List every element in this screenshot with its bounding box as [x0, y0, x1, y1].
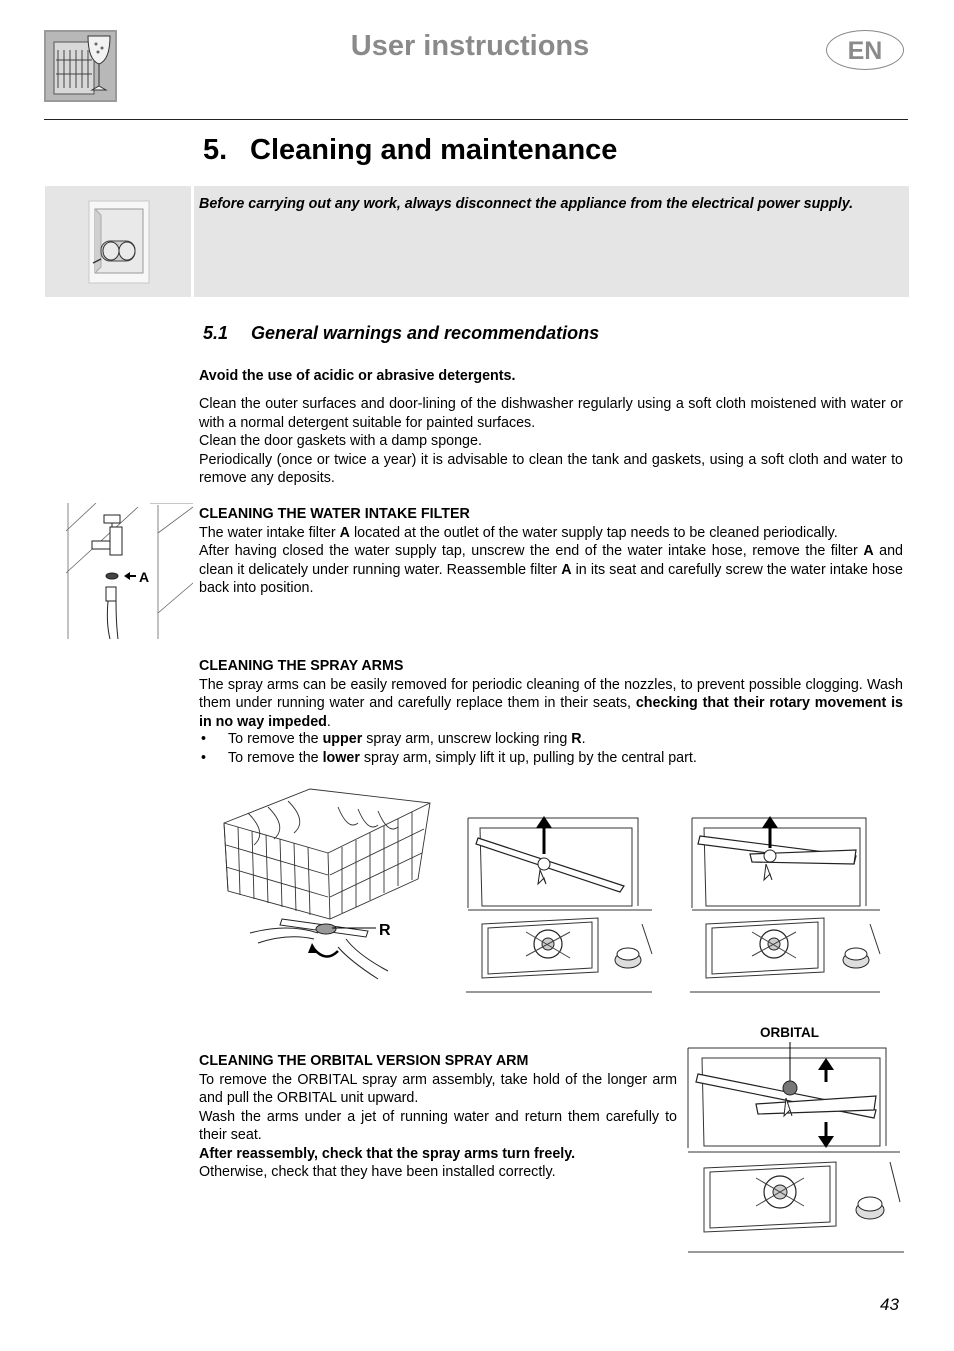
spray-arms-p1-b: checking that their rotary movement is in no way impeded: [199, 695, 903, 730]
bullet-1-d: R: [571, 731, 582, 747]
spray-arms-paragraph: [199, 676, 903, 732]
subsection-title: [203, 323, 599, 344]
spray-arms-heading: CLEANING THE SPRAY ARMS: [199, 658, 404, 674]
water-filter-p1-a: The water intake filter: [199, 524, 340, 541]
warning-divider: [191, 186, 194, 297]
water-filter-figure-label: A: [139, 569, 150, 585]
detergent-warning: Avoid the use of acidic or abrasive detergents.: [199, 368, 516, 384]
list-item: [199, 730, 903, 749]
orbital-paragraph-1: To remove the ORBITAL spray arm assembly, take hold of the longer arm and pull the ORBITAL unit upward.: [199, 1071, 677, 1106]
water-filter-p1-b: A: [339, 524, 350, 541]
orbital-figure-label: ORBITAL: [760, 1025, 819, 1040]
header-title: User instructions: [350, 30, 590, 62]
bullet-2-a: To remove the: [228, 749, 323, 766]
lower-spray-arm-figure-2: [690, 814, 882, 994]
water-filter-p2-a: After having closed the water supply tap, unscrew the end of the water intake hose, remove the filter: [199, 543, 864, 559]
bullet-1-c: spray arm, unscrew locking ring: [362, 731, 572, 747]
orbital-paragraph-3: After reassembly, check that the spray arms turn freely.: [199, 1145, 576, 1162]
bullet-2-c: spray arm, simply lift it up, pulling by the central part.: [359, 749, 697, 766]
general-paragraph-1: Clean the outer surfaces and door-lining of the dishwasher regularly using a soft cloth moistened with water or with a normal detergent suitable for painted surfaces.: [199, 396, 903, 431]
section-title: [203, 134, 617, 167]
water-intake-filter-figure: [66, 503, 193, 641]
power-socket-icon: [87, 199, 151, 285]
bullet-icon: •: [201, 731, 207, 747]
upper-spray-arm-figure: [218, 783, 438, 995]
water-filter-paragraph-1: [199, 524, 903, 543]
spray-arms-section: [199, 657, 903, 731]
language-badge: EN: [826, 30, 904, 70]
orbital-section: [199, 1052, 677, 1182]
water-filter-section: [199, 505, 903, 598]
header-divider: [44, 119, 908, 120]
spray-arms-bullet-list: [199, 730, 903, 767]
orbital-paragraph-2: Wash the arms under a jet of running water and return them carefully to their seat.: [199, 1108, 677, 1143]
bullet-1-b: upper: [322, 731, 363, 747]
bullet-icon: •: [201, 749, 207, 766]
general-recommendations: [199, 395, 903, 488]
list-item: [199, 749, 903, 768]
water-filter-p1-c: located at the outlet of the water supply tap needs to be cleaned periodically.: [349, 524, 838, 541]
water-filter-p2-d: A: [561, 561, 572, 578]
section-title-text: Cleaning and maintenance: [250, 134, 618, 166]
general-paragraph-3: Periodically (once or twice a year) it is advisable to clean the tank and gaskets, using a soft cloth and water to remove any deposits.: [199, 451, 903, 486]
water-filter-p2-e: in its seat and carefully screw the water intake hose back into position.: [199, 561, 903, 596]
bullet-1-e: .: [581, 731, 586, 747]
water-filter-p2-b: A: [863, 543, 874, 559]
spray-arms-p1-c: .: [326, 713, 331, 730]
lower-spray-arm-figure-1: [466, 814, 654, 994]
orbital-heading: CLEANING THE ORBITAL VERSION SPRAY ARM: [199, 1053, 529, 1069]
section-number: 5.: [203, 134, 228, 166]
subsection-title-text: General warnings and recommendations: [251, 323, 600, 343]
orbital-paragraph-4: Otherwise, check that they have been installed correctly.: [199, 1164, 556, 1180]
spray-arm-figure-label: R: [379, 922, 391, 939]
page-number: 43: [880, 1295, 899, 1314]
spray-arms-p1-a: The spray arms can be easily removed for periodic cleaning of the nozzles, to prevent possible clogging. Wash them under running water and carefully replace them in their seats,: [199, 676, 903, 711]
orbital-spray-arm-figure: [686, 1042, 906, 1256]
water-filter-heading: CLEANING THE WATER INTAKE FILTER: [199, 506, 470, 522]
water-filter-paragraph-2: [199, 542, 903, 598]
bullet-1-a: To remove the: [228, 731, 323, 747]
water-filter-p2-c: and clean it delicately under running water. Reassemble filter: [199, 543, 904, 578]
general-paragraph-2: Clean the door gaskets with a damp sponge.: [199, 433, 482, 449]
dishwasher-logo-icon: [44, 30, 117, 102]
bullet-2-b: lower: [322, 749, 360, 766]
subsection-number: 5.1: [203, 323, 229, 343]
warning-text: Before carrying out any work, always disconnect the appliance from the electrical power supply.: [199, 196, 854, 212]
